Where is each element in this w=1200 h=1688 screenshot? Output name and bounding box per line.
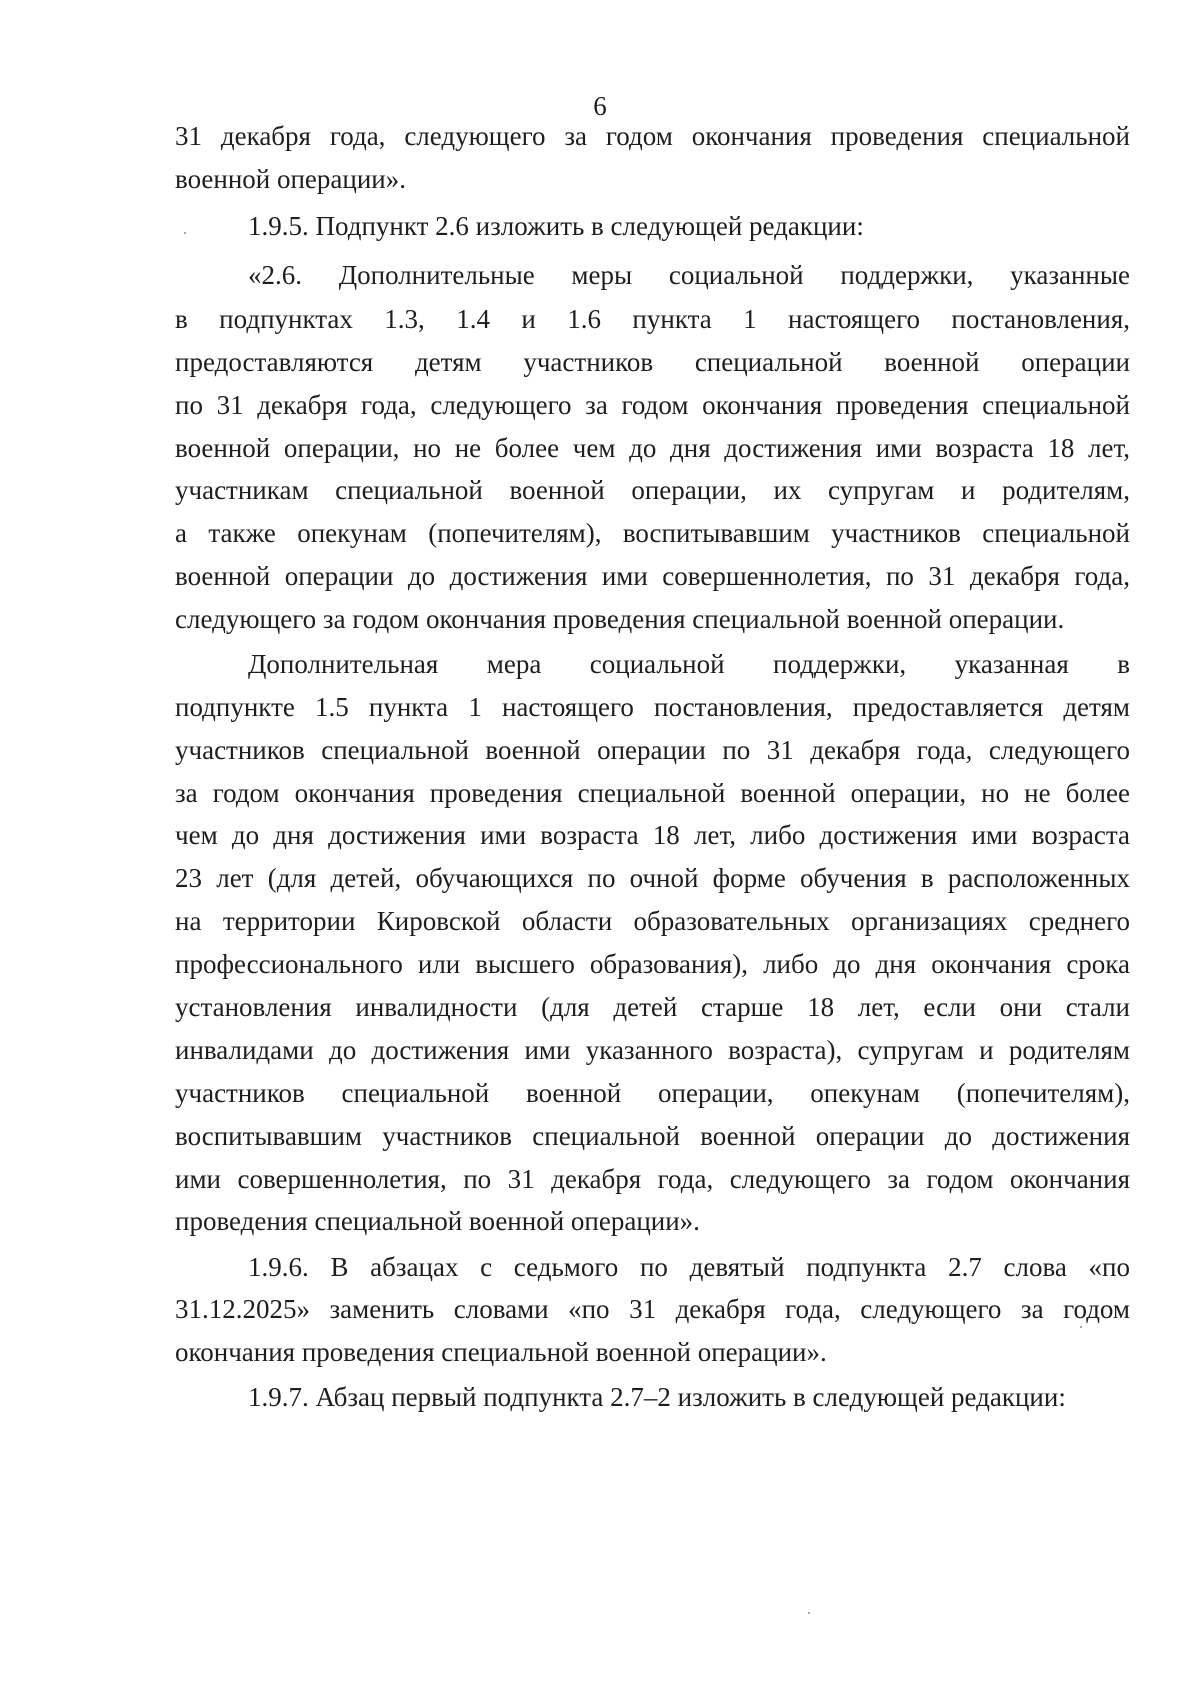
text-line: подпункте 1.5 пункта 1 настоящего постановления, предоставляется детям: [175, 692, 1130, 722]
text-line: по 31 декабря года, следующего за годом окончания проведения специальной: [175, 390, 1130, 420]
text-line: 1.9.6. В абзацах с седьмого по девятый подпункта 2.7 слова «по: [248, 1252, 1130, 1282]
scan-speck: [1080, 1326, 1082, 1328]
scan-speck: [184, 232, 186, 234]
text-line: ими совершеннолетия, по 31 декабря года, следующего за годом окончания: [175, 1164, 1130, 1194]
text-line: Дополнительная мера социальной поддержки, указанная в: [248, 649, 1130, 679]
text-line: 31 декабря года, следующего за годом окончания проведения специальной: [175, 121, 1130, 151]
text-line: военной операции».: [175, 164, 406, 194]
text-line: 31.12.2025» заменить словами «по 31 декабря года, следующего за годом: [175, 1294, 1130, 1324]
text-line: в подпунктах 1.3, 1.4 и 1.6 пункта 1 настоящего постановления,: [175, 304, 1130, 334]
text-line: участникам специальной военной операции, их супругам и родителям,: [175, 475, 1130, 505]
text-line: чем до дня достижения ими возраста 18 лет, либо достижения ими возраста: [175, 820, 1130, 850]
text-line: а также опекунам (попечителям), воспитывавшим участников специальной: [175, 518, 1130, 548]
text-line: инвалидами до достижения ими указанного возраста), супругам и родителям: [175, 1035, 1130, 1065]
text-line: предоставляются детям участников специальной военной операции: [175, 347, 1130, 377]
text-line: «2.6. Дополнительные меры социальной поддержки, указанные: [248, 260, 1130, 290]
text-line: проведения специальной военной операции».: [175, 1206, 700, 1236]
text-line: участников специальной военной операции по 31 декабря года, следующего: [175, 735, 1130, 765]
text-line: окончания проведения специальной военной операции».: [175, 1337, 827, 1367]
text-line: следующего за годом окончания проведения специальной военной операции.: [175, 604, 1065, 634]
text-line: профессионального или высшего образования), либо до дня окончания срока: [175, 949, 1130, 979]
scan-speck: [808, 1612, 810, 1614]
text-line: участников специальной военной операции, опекунам (попечителям),: [175, 1078, 1130, 1108]
text-line: на территории Кировской области образовательных организациях среднего: [175, 906, 1130, 936]
text-line: за годом окончания проведения специальной военной операции, но не более: [175, 778, 1130, 808]
text-line: 1.9.5. Подпункт 2.6 изложить в следующей редакции:: [248, 211, 864, 241]
text-line: 23 лет (для детей, обучающихся по очной форме обучения в расположенных: [175, 863, 1130, 893]
text-line: 1.9.7. Абзац первый подпункта 2.7–2 изложить в следующей редакции:: [248, 1382, 1066, 1412]
text-line: установления инвалидности (для детей старше 18 лет, если они стали: [175, 992, 1130, 1022]
text-line: военной операции, но не более чем до дня достижения ими возраста 18 лет,: [175, 433, 1130, 463]
text-line: воспитывавшим участников специальной военной операции до достижения: [175, 1121, 1130, 1151]
page-number: 6: [593, 91, 607, 121]
text-line: военной операции до достижения ими совершеннолетия, по 31 декабря года,: [175, 561, 1130, 591]
